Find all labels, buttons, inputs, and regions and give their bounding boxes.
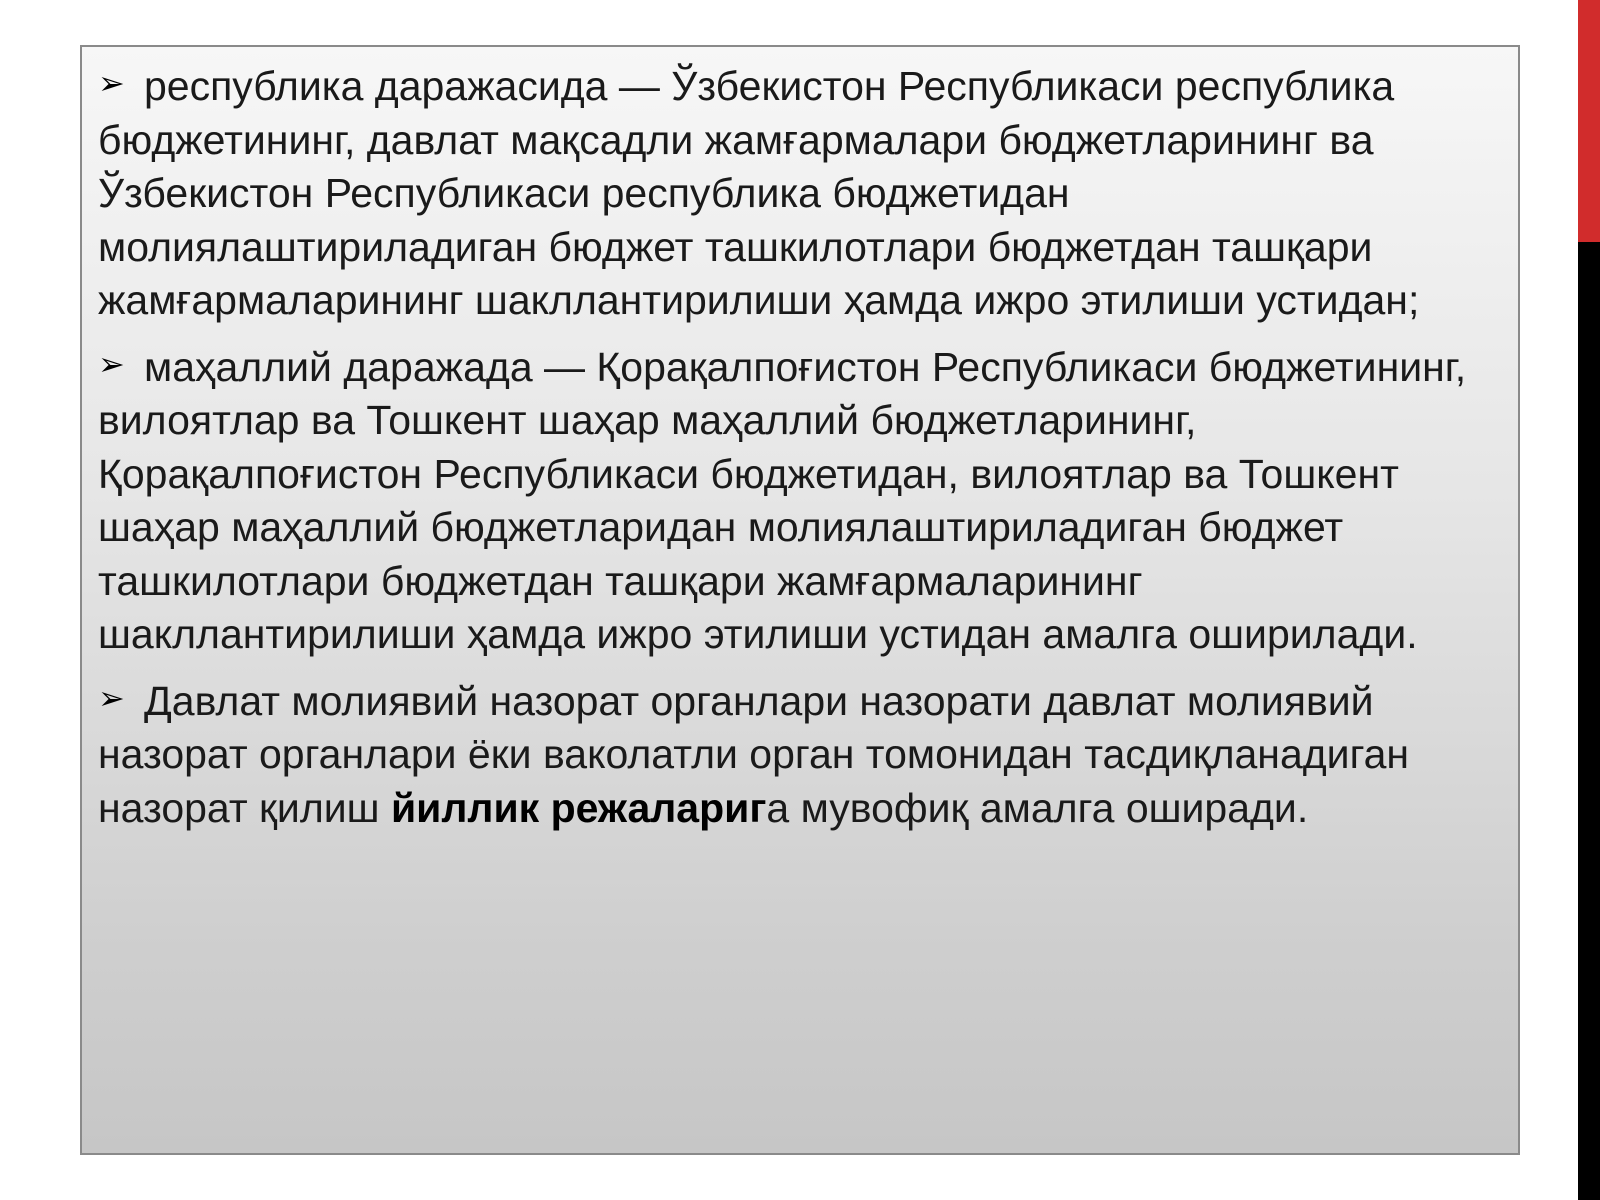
- arrow-bullet-icon: ➢: [98, 64, 125, 102]
- bullet-item-republic-level: [98, 57, 1498, 328]
- side-accent-red-bar: [1578, 0, 1600, 242]
- bullet-text: республика даражасида — Ўзбекистон Республикаси республика бюджетининг, давлат мақсадли жамғармалари бюджетларининг ва Ўзбекистон Республикаси республика бюджетидан молиялаштириладиган бюджет ташкилотлари бюджетдан ташқари жамғармаларининг шакллантирилиши ҳамда ижро этилиши устидан;: [98, 63, 1420, 323]
- content-text-box: [80, 45, 1520, 1155]
- side-accent-black-bar: [1578, 242, 1600, 1200]
- bullet-text: маҳаллий даражада — Қорақалпоғистон Республикаси бюджетининг, вилоятлар ва Тошкент шаҳар маҳаллий бюджетларининг, Қорақалпоғистон Республикаси бюджетидан, вилоятлар ва Тошкент шаҳар маҳаллий бюджетларидан молиялаштириладиган бюджет ташкилотлари бюджетдан ташқари жамғармаларининг шакллантирилиши ҳамда ижро этилиши устидан амалга оширилади.: [98, 343, 1467, 657]
- bullet-text-bold: йиллик режалариг: [390, 784, 767, 831]
- bullet-item-local-level: [98, 338, 1498, 662]
- arrow-bullet-icon: ➢: [98, 678, 125, 717]
- arrow-bullet-icon: ➢: [98, 344, 125, 383]
- bullet-text-before: Давлат молиявий назорат органлари назорати давлат молиявий назорат органлари ёки ваколатли орган томонидан тасдиқланадиган назорат қилиш: [98, 677, 1410, 831]
- bullet-item-control-bodies: [98, 672, 1498, 836]
- bullet-text-after: а мувофиқ амалга оширади.: [766, 784, 1309, 831]
